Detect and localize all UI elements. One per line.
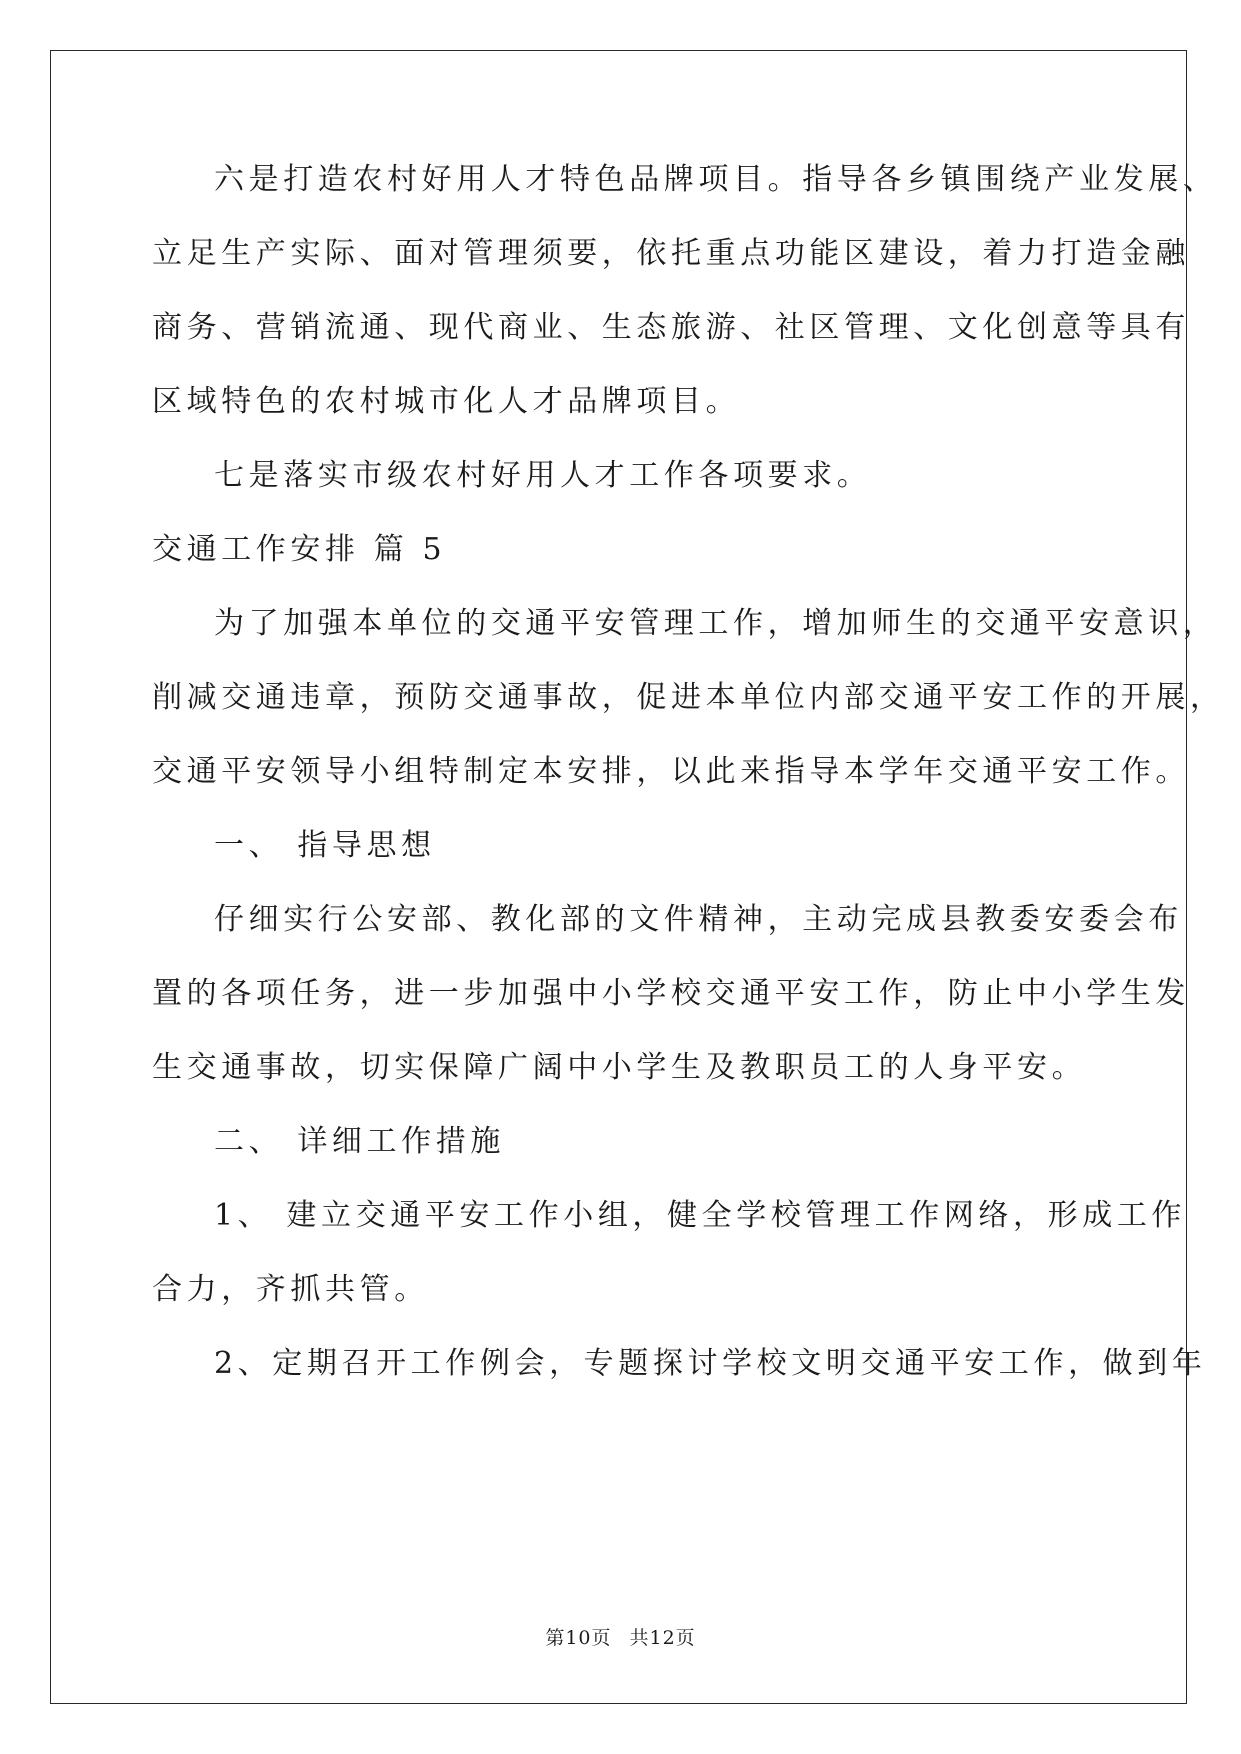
paragraph-line: 生交通事故，切实保障广阔中小学生及教职员工的人身平安。 (152, 1050, 1087, 1085)
paragraph-line: 置的各项任务，进一步加强中小学校交通平安工作，防止中小学生发 (152, 976, 1190, 1011)
section-heading: 交通工作安排 篇 5 (152, 532, 447, 567)
paragraph-line: 2、定期召开工作例会，专题探讨学校文明交通平安工作，做到年 (214, 1346, 1207, 1381)
current-page-number: 第10页 (545, 1627, 612, 1649)
paragraph-line: 仔细实行公安部、教化部的文件精神，主动完成县教委安委会布 (214, 902, 1183, 937)
paragraph-line: 为了加强本单位的交通平安管理工作，增加师生的交通平安意识， (214, 606, 1218, 641)
total-pages: 共12页 (629, 1627, 696, 1649)
paragraph-line: 交通平安领导小组特制定本安排，以此来指导本学年交通平安工作。 (152, 754, 1190, 789)
page-footer (0, 1626, 1241, 1650)
paragraph-line: 六是打造农村好用人才特色品牌项目。指导各乡镇围绕产业发展、 (214, 162, 1218, 197)
paragraph-line: 七是落实市级农村好用人才工作各项要求。 (214, 458, 872, 493)
paragraph-line: 合力，齐抓共管。 (152, 1272, 429, 1307)
paragraph-line: 区域特色的农村城市化人才品牌项目。 (152, 384, 741, 419)
paragraph-line: 削减交通违章，预防交通事故，促进本单位内部交通平安工作的开展， (152, 680, 1225, 715)
paragraph-line: 1、 建立交通平安工作小组，健全学校管理工作网络，形成工作 (214, 1198, 1187, 1233)
subheading: 二、 详细工作措施 (214, 1124, 505, 1159)
page-border (50, 50, 1187, 1704)
subheading: 一、 指导思想 (214, 828, 436, 863)
paragraph-line: 商务、营销流通、现代商业、生态旅游、社区管理、文化创意等具有 (152, 310, 1190, 345)
paragraph-line: 立足生产实际、面对管理须要，依托重点功能区建设，着力打造金融 (152, 236, 1190, 271)
